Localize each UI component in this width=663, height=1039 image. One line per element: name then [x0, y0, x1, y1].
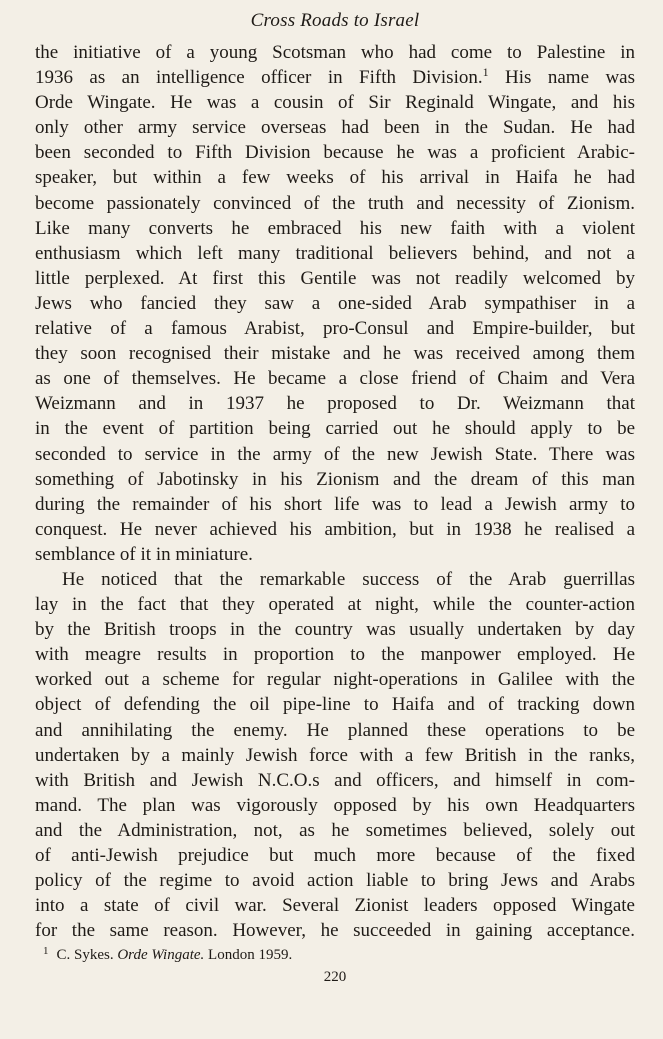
- text-line: Like many converts he embraced his new faith with a violent: [35, 217, 635, 239]
- text-line: Weizmann and in 1937 he proposed to Dr. Weizmann that: [35, 393, 635, 415]
- footnote: [35, 945, 635, 965]
- footnote-reference: 1: [482, 65, 489, 80]
- text-line-end: His name was: [488, 67, 636, 89]
- footnote-mark: 1: [43, 945, 49, 958]
- text-line: of anti-Jewish prejudice but much more because of the fixed: [35, 845, 635, 866]
- text-line: seconded to service in the army of the new Jewish State. There was: [35, 443, 635, 465]
- text-line: with meagre results in proportion to the manpower employed. He: [35, 644, 635, 666]
- text-line: mand. The plan was vigorously opposed by his own Headquarters: [35, 794, 635, 816]
- text-line: worked out a scheme for regular night-operations in Galilee with the: [35, 669, 635, 691]
- paragraph-1: [35, 40, 635, 567]
- text-line: only other army service overseas had been in the Sudan. He had: [35, 117, 635, 139]
- text-line: something of Jabotinsky in his Zionism and the dream of this man: [35, 468, 635, 490]
- text-line: by the British troops in the country was usually undertaken by day: [35, 619, 635, 641]
- text-line: Orde Wingate. He was a cousin of Sir Reginald Wingate, and his: [35, 92, 635, 114]
- text-line: relative of a famous Arabist, pro-Consul and Empire-builder, but: [35, 318, 635, 340]
- text-line: semblance of it in miniature.: [35, 543, 253, 565]
- text-line: speaker, but within a few weeks of his arrival in Haifa he had: [35, 167, 635, 189]
- text-line: conquest. He never achieved his ambition, but in 1938 he realised a: [35, 518, 635, 540]
- text-line: He noticed that the remarkable success of the Arab guerrillas: [62, 568, 635, 590]
- footnote-publication: London 1959.: [208, 947, 293, 964]
- text-line: the initiative of a young Scotsman who had come to Palestine in: [35, 42, 635, 63]
- text-line: undertaken by a mainly Jewish force with a few British in the ranks,: [35, 744, 635, 766]
- text-line: lay in the fact that they operated at night, while the counter-action: [35, 594, 635, 616]
- running-head: Cross Roads to Israel: [250, 10, 420, 31]
- text-line: object of defending the oil pipe-line to Haifa and of tracking down: [35, 694, 635, 716]
- footnote-title: Orde Wingate.: [117, 947, 205, 964]
- text-line: and annihilating the enemy. He planned these operations to be: [35, 719, 635, 741]
- page-number: 220: [323, 969, 347, 986]
- text-line: as one of themselves. He became a close friend of Chaim and Vera: [35, 368, 635, 390]
- footnote-author: C. Sykes.: [56, 947, 114, 964]
- paragraph-2: [35, 567, 635, 943]
- text-line: for the same reason. However, he succeeded in gaining acceptance.: [35, 920, 635, 942]
- text-line: into a state of civil war. Several Zionist leaders opposed Wingate: [35, 895, 635, 917]
- text-line: they soon recognised their mistake and he was received among them: [35, 343, 635, 365]
- text-line: during the remainder of his short life was to lead a Jewish army to: [35, 493, 635, 515]
- text-line: enthusiasm which left many traditional believers behind, and not a: [35, 242, 635, 264]
- text-line: Jews who fancied they saw a one-sided Arab sympathiser in a: [35, 292, 635, 314]
- text-line: in the event of partition being carried out he should apply to be: [35, 418, 635, 440]
- text-line: policy of the regime to avoid action liable to bring Jews and Arabs: [35, 870, 635, 892]
- text-line: with British and Jewish N.C.O.s and officers, and himself in com-: [35, 769, 635, 791]
- text-line-start: 1936 as an intelligence officer in Fifth Division.: [35, 67, 483, 89]
- text-line: been seconded to Fifth Division because he was a proficient Arabic-: [35, 142, 635, 164]
- text-line: and the Administration, not, as he sometimes believed, solely out: [35, 819, 635, 841]
- text-line: become passionately convinced of the truth and necessity of Zionism.: [35, 192, 635, 214]
- text-line: little perplexed. At first this Gentile was not readily welcomed by: [35, 267, 635, 289]
- text-line: [35, 65, 635, 90]
